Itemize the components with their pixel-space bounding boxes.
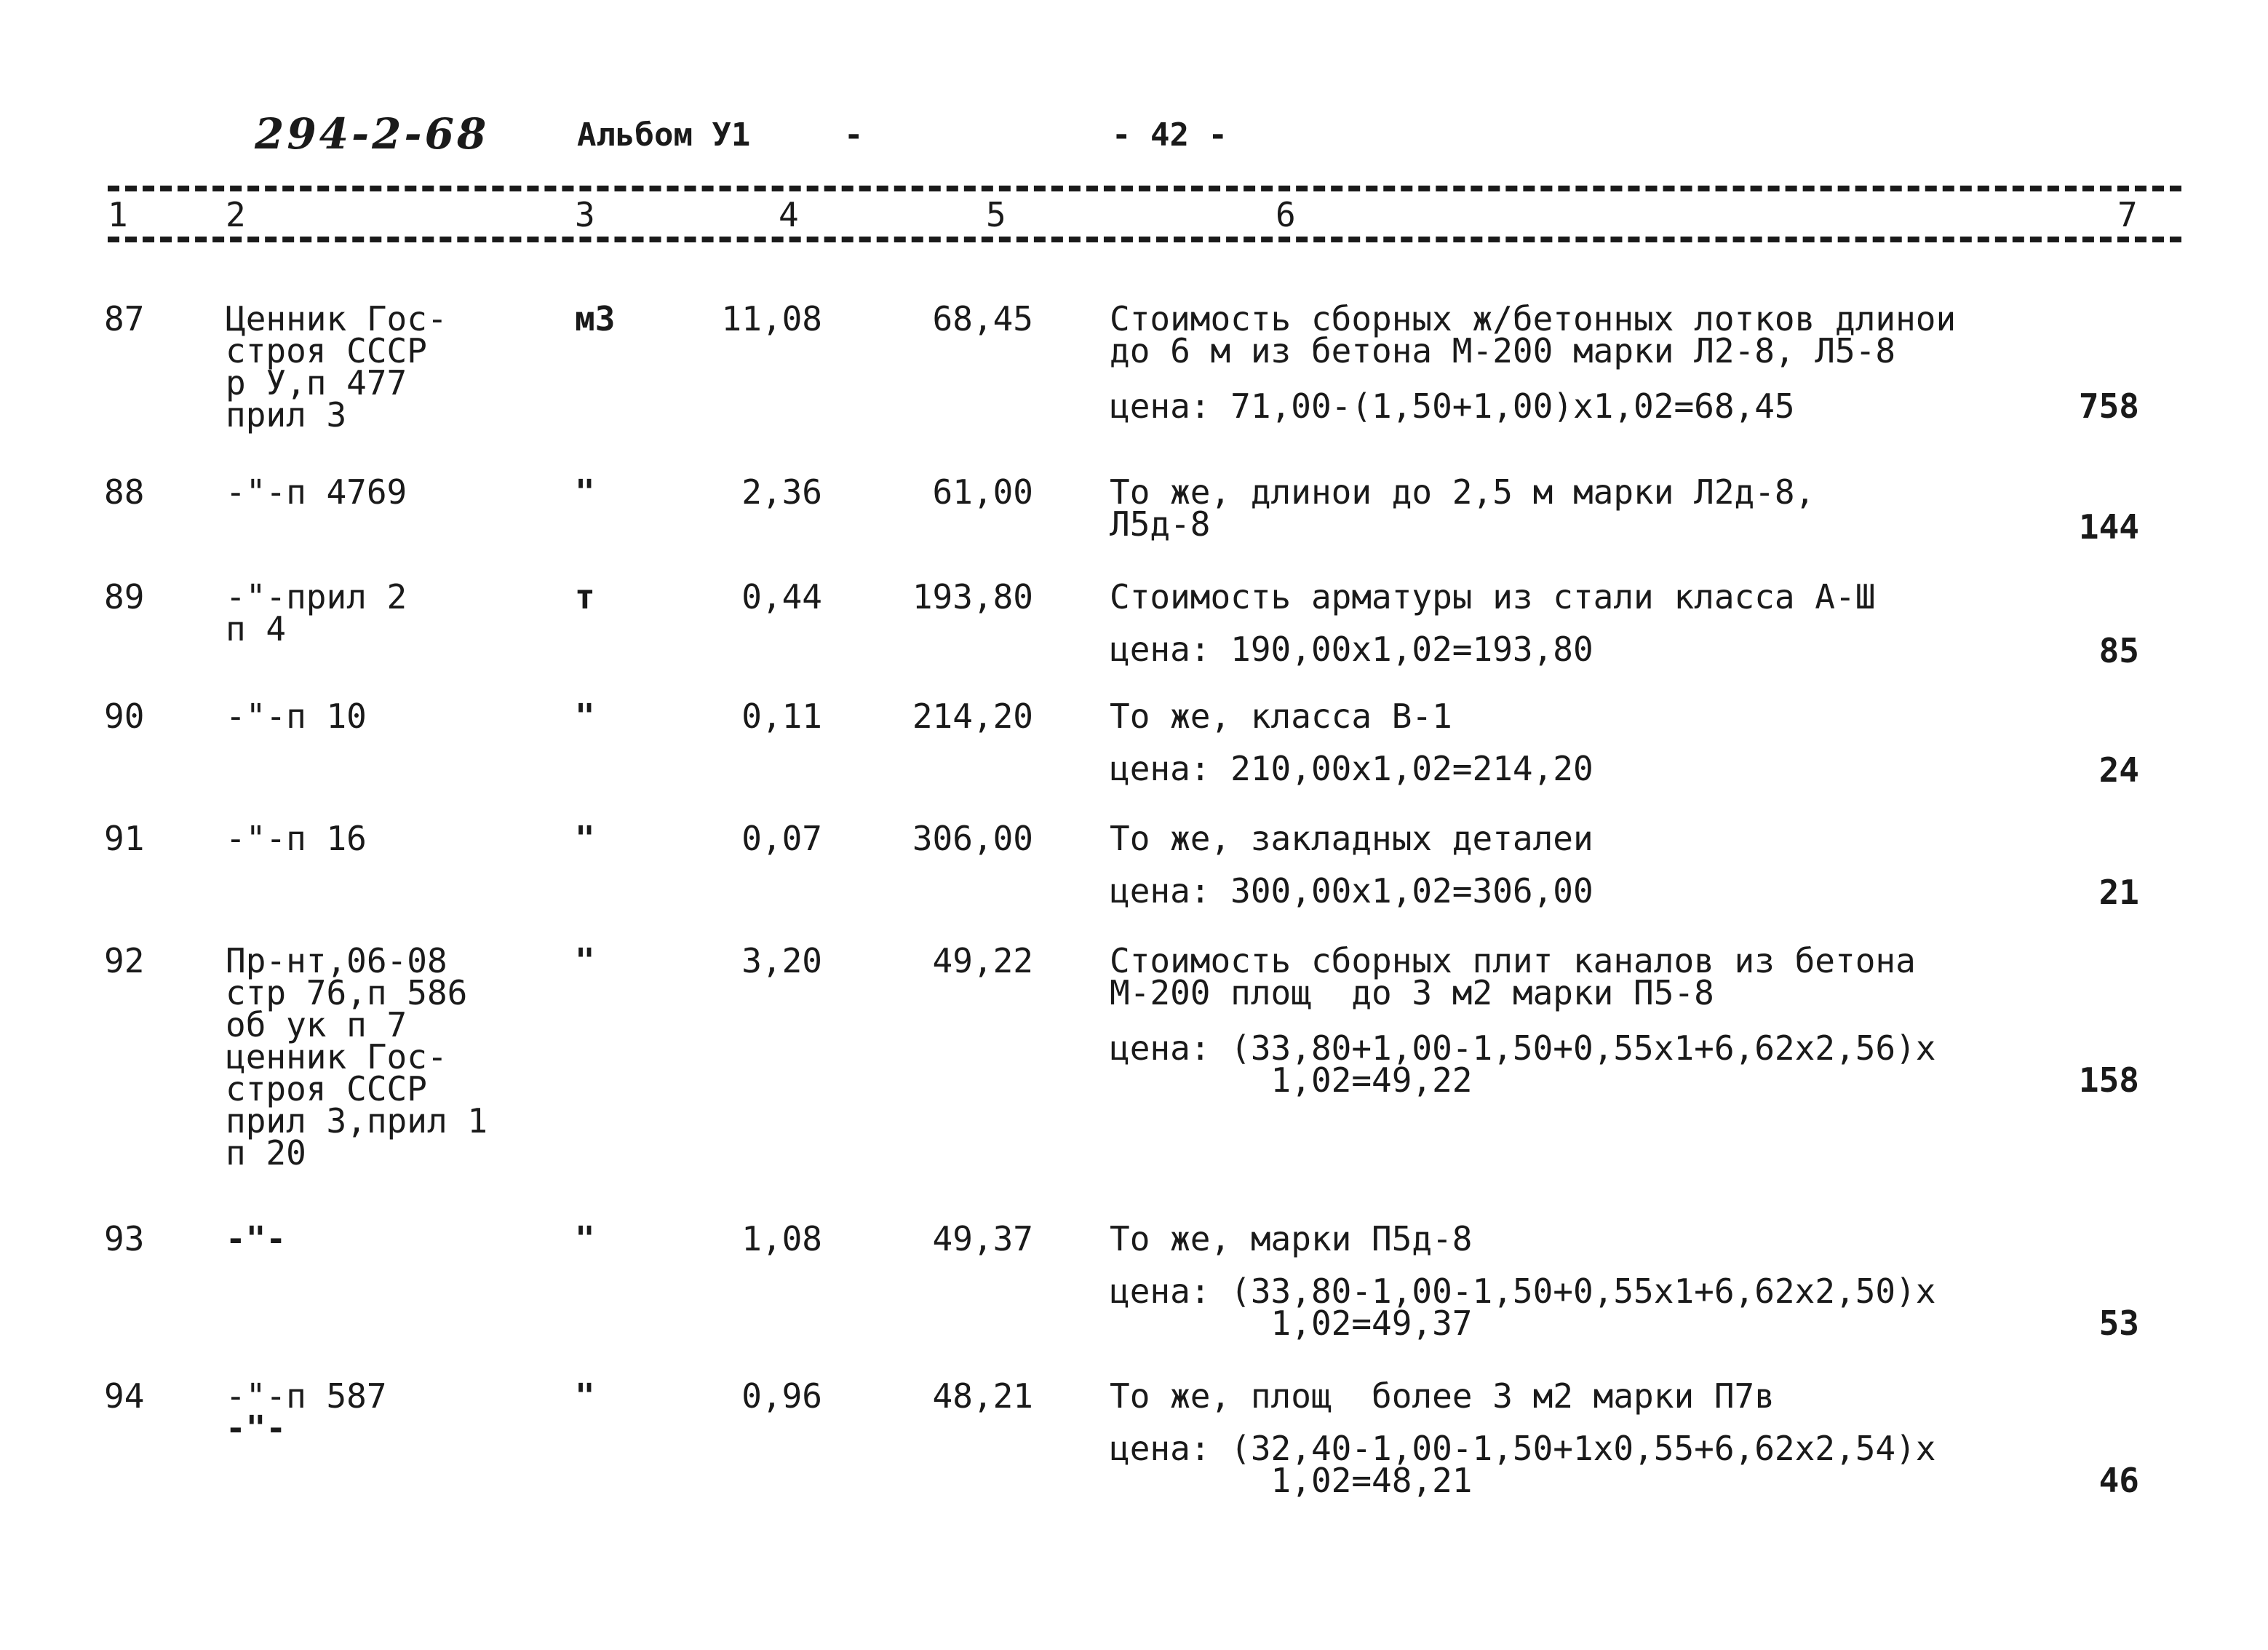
column-number-2: 2: [226, 195, 246, 234]
source-line: п 4: [226, 609, 287, 649]
source-line: Пр-нт,06-08: [226, 941, 447, 980]
row-number: 90: [104, 697, 145, 736]
total: 158: [2078, 1060, 2139, 1100]
source-line: -"-п 4769: [226, 472, 407, 512]
total: 53: [2098, 1304, 2139, 1343]
source-line: прил 3,прил 1: [226, 1101, 488, 1141]
quantity: 0,11: [741, 697, 822, 736]
row-number: 91: [104, 819, 145, 858]
source-line: -"-п 10: [226, 697, 367, 736]
page-number: - 42 -: [1112, 116, 1227, 154]
total: 144: [2078, 507, 2139, 547]
row-number: 92: [104, 941, 145, 980]
price-calculation-line: 1,02=49,22: [1110, 1060, 1473, 1100]
column-number-1: 1: [108, 195, 128, 234]
unit: ": [575, 472, 595, 512]
source-line: -"-п 16: [226, 819, 367, 858]
source-line: р У,п 477: [226, 363, 407, 402]
unit: м3: [575, 299, 616, 338]
price-calculation-line: 1,02=49,37: [1110, 1304, 1473, 1343]
source-line: стр 76,п 586: [226, 973, 468, 1012]
source-line: -"-прил 2: [226, 577, 407, 616]
total: 85: [2098, 631, 2139, 670]
price-calculation-line: 1,02=48,21: [1110, 1461, 1473, 1500]
unit-price: 49,22: [932, 941, 1033, 980]
source-line: ценник Гос-: [226, 1037, 447, 1076]
source-line: п 20: [226, 1133, 306, 1173]
description-line: Л5д-8: [1110, 504, 1211, 544]
unit-price: 49,37: [932, 1219, 1033, 1258]
header-separator: -: [844, 116, 864, 154]
column-number-5: 5: [986, 195, 1006, 234]
description-line: То же, закладных деталеи: [1110, 819, 1593, 858]
quantity: 0,44: [741, 577, 822, 616]
row-number: 88: [104, 472, 145, 512]
total: 46: [2098, 1461, 2139, 1500]
document-number: 294-2-68: [255, 109, 490, 159]
unit-price: 306,00: [912, 819, 1033, 858]
price-calculation-line: цена: (33,80-1,00-1,50+0,55х1+6,62х2,50)х: [1110, 1272, 1936, 1311]
quantity: 11,08: [721, 299, 822, 338]
column-number-3: 3: [575, 195, 595, 234]
row-number: 89: [104, 577, 145, 616]
source-line: строя СССР: [226, 1069, 427, 1108]
description-line: То же, длинои до 2,5 м марки Л2д-8,: [1110, 472, 1815, 512]
unit: т: [575, 577, 595, 616]
source-line: Ценник Гос-: [226, 299, 447, 338]
header-top-rule: [108, 186, 2181, 191]
unit: ": [575, 819, 595, 858]
total: 758: [2078, 386, 2139, 426]
quantity: 0,96: [741, 1376, 822, 1416]
description-line: Стоимость арматуры из стали класса А-Ш: [1110, 577, 1876, 616]
description-line: М-200 площ до 3 м2 марки П5-8: [1110, 973, 1714, 1012]
total: 21: [2098, 873, 2139, 912]
unit-price: 214,20: [912, 697, 1033, 736]
source-line: прил 3: [226, 395, 347, 435]
unit: ": [575, 941, 595, 980]
price-calculation-line: цена: (32,40-1,00-1,50+1х0,55+6,62х2,54)х: [1110, 1429, 1936, 1468]
quantity: 1,08: [741, 1219, 822, 1258]
source-line: -"-: [226, 1408, 287, 1448]
price-calculation-line: цена: 210,00х1,02=214,20: [1110, 749, 1593, 788]
column-number-4: 4: [779, 195, 799, 234]
unit-price: 48,21: [932, 1376, 1033, 1416]
source-line: строя СССР: [226, 331, 427, 370]
header-bottom-rule: [108, 237, 2181, 242]
unit-price: 61,00: [932, 472, 1033, 512]
unit: ": [575, 1219, 595, 1258]
description-line: Стоимость сборных плит каналов из бетона: [1110, 941, 1916, 980]
source-line: об ук п 7: [226, 1005, 407, 1044]
total: 24: [2098, 750, 2139, 790]
source-line: -"-: [226, 1219, 287, 1258]
source-line: -"-п 587: [226, 1376, 387, 1416]
unit: ": [575, 697, 595, 736]
price-calculation-line: цена: 71,00-(1,50+1,00)х1,02=68,45: [1110, 386, 1795, 426]
description-line: до 6 м из бетона М-200 марки Л2-8, Л5-8: [1110, 331, 1896, 370]
description-line: То же, класса В-1: [1110, 697, 1452, 736]
row-number: 87: [104, 299, 145, 338]
unit: ": [575, 1376, 595, 1416]
quantity: 3,20: [741, 941, 822, 980]
price-calculation-line: цена: (33,80+1,00-1,50+0,55х1+6,62х2,56)х: [1110, 1028, 1936, 1068]
column-number-7: 7: [2117, 195, 2138, 234]
quantity: 0,07: [741, 819, 822, 858]
description-line: То же, площ более 3 м2 марки П7в: [1110, 1376, 1775, 1416]
row-number: 93: [104, 1219, 145, 1258]
description-line: Стоимость сборных ж/бетонных лотков длинои: [1110, 299, 1957, 338]
price-calculation-line: цена: 190,00х1,02=193,80: [1110, 630, 1593, 669]
quantity: 2,36: [741, 472, 822, 512]
description-line: То же, марки П5д-8: [1110, 1219, 1473, 1258]
album-label: Альбом У1: [577, 116, 751, 154]
column-number-6: 6: [1276, 195, 1296, 234]
row-number: 94: [104, 1376, 145, 1416]
price-calculation-line: цена: 300,00х1,02=306,00: [1110, 871, 1593, 911]
unit-price: 68,45: [932, 299, 1033, 338]
unit-price: 193,80: [912, 577, 1033, 616]
